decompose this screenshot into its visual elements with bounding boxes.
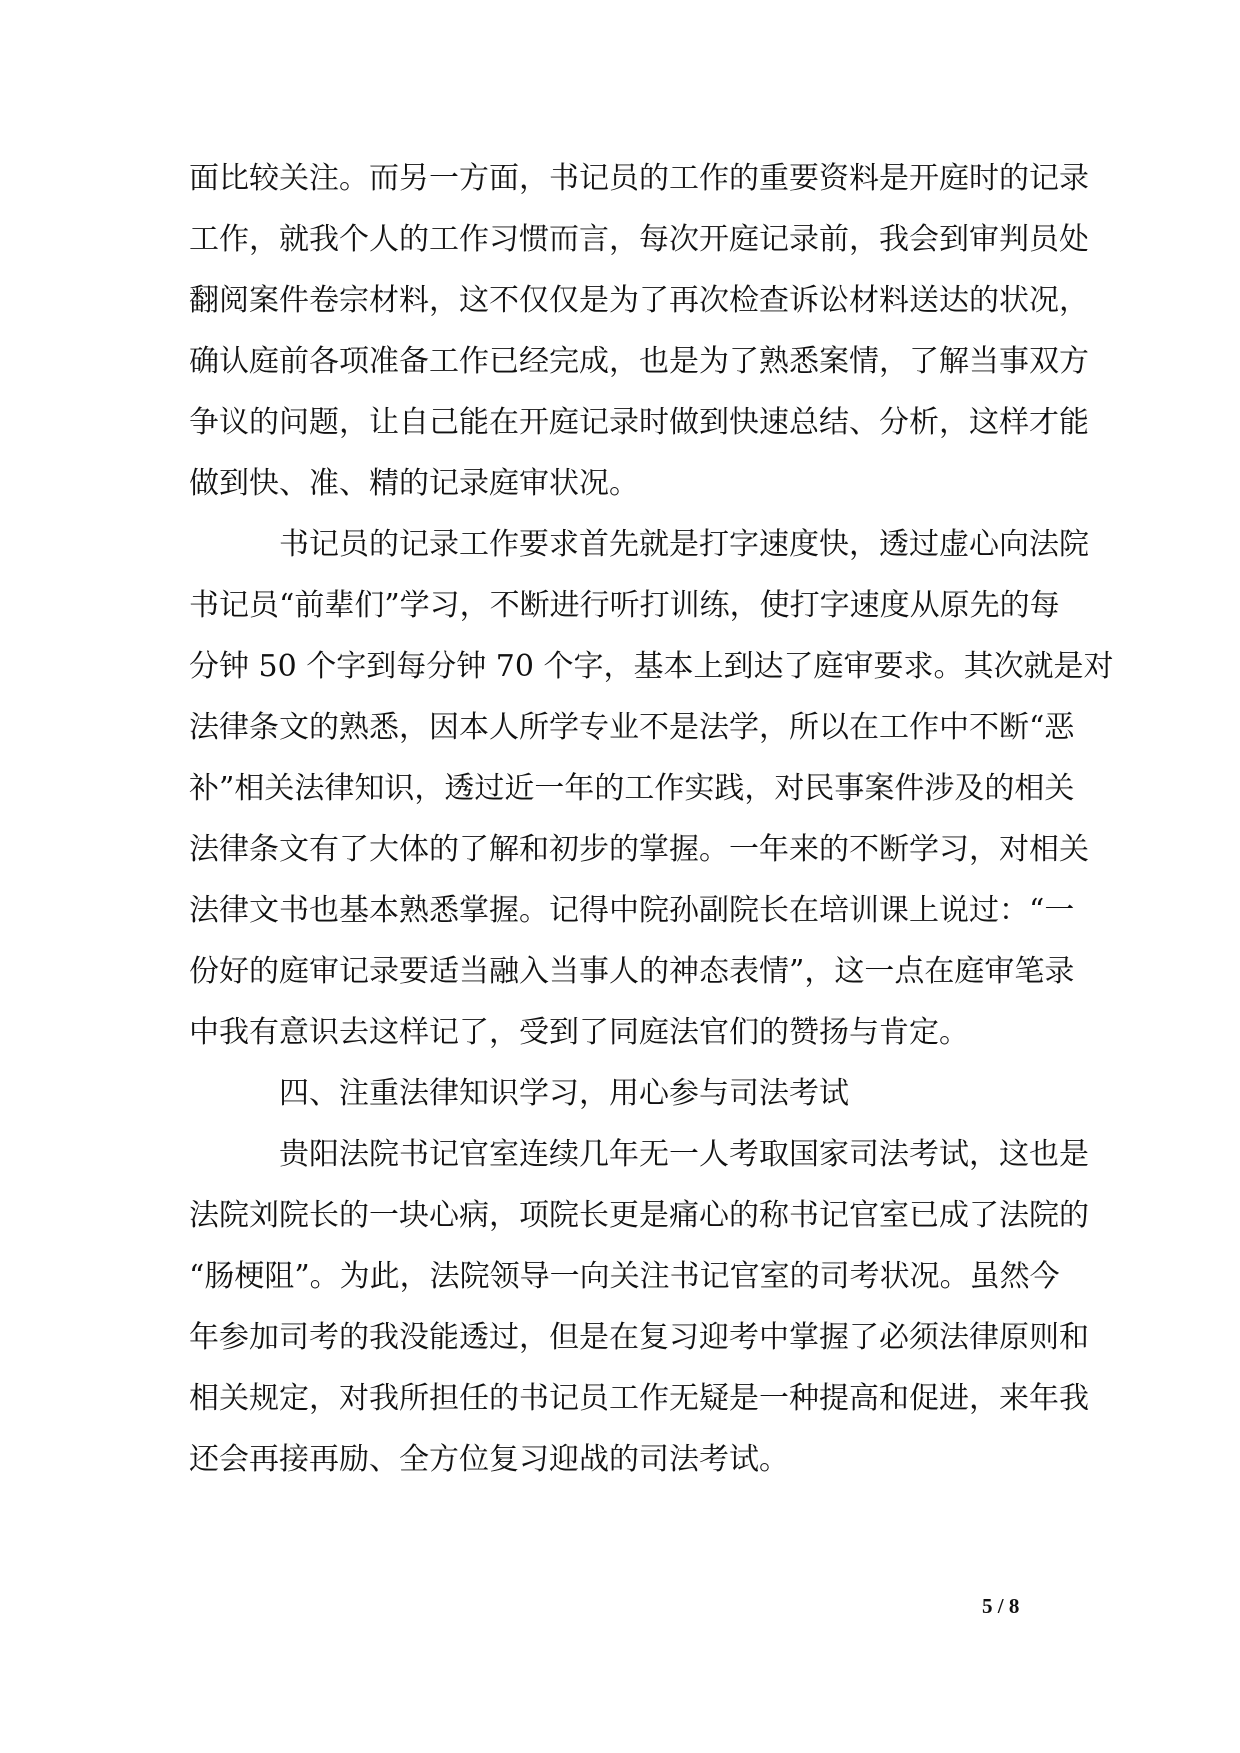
text-line: 法律条文的熟悉，因本人所学专业不是法学，所以在工作中不断“恶 (189, 710, 1075, 745)
text-line: 法律文书也基本熟悉掌握。记得中院孙副院长在培训课上说过：“一 (189, 893, 1075, 928)
text-line: “肠梗阻”。为此，法院领导一向关注书记官室的司考状况。虽然今 (189, 1259, 1060, 1294)
text-line: 做到快、准、精的记录庭审状况。 (189, 466, 639, 501)
text-line: 书记员“前辈们”学习，不断进行听打训练，使打字速度从原先的每 (189, 588, 1060, 623)
text-line: 法院刘院长的一块心病，项院长更是痛心的称书记官室已成了法院的 (189, 1198, 1089, 1233)
text-line: 中我有意识去这样记了，受到了同庭法官们的赞扬与肯定。 (189, 1015, 969, 1050)
text-line: 分钟 50 个字到每分钟 70 个字，基本上到达了庭审要求。其次就是对 (189, 649, 1114, 684)
text-line: 年参加司考的我没能透过，但是在复习迎考中掌握了必须法律原则和 (189, 1320, 1089, 1355)
text-line: 面比较关注。而另一方面，书记员的工作的重要资料是开庭时的记录 (189, 161, 1089, 196)
text-line: 份好的庭审记录要适当融入当事人的神态表情”，这一点在庭审笔录 (189, 954, 1075, 989)
text-line: 还会再接再励、全方位复习迎战的司法考试。 (189, 1442, 789, 1477)
text-line: 法律条文有了大体的了解和初步的掌握。一年来的不断学习，对相关 (189, 832, 1089, 867)
document-body (189, 148, 1114, 1490)
paragraph-first-line: 贵阳法院书记官室连续几年无一人考取国家司法考试，这也是 (279, 1137, 1089, 1172)
section-heading: 四、注重法律知识学习，用心参与司法考试 (279, 1076, 849, 1111)
text-line: 工作，就我个人的工作习惯而言，每次开庭记录前，我会到审判员处 (189, 222, 1089, 257)
page-number: 5 / 8 (982, 1594, 1020, 1618)
text-line: 确认庭前各项准备工作已经完成，也是为了熟悉案情，了解当事双方 (189, 344, 1089, 379)
paragraph-first-line: 书记员的记录工作要求首先就是打字速度快，透过虚心向法院 (279, 527, 1089, 562)
text-line: 争议的问题，让自己能在开庭记录时做到快速总结、分析，这样才能 (189, 405, 1089, 440)
text-line: 补”相关法律知识，透过近一年的工作实践，对民事案件涉及的相关 (189, 771, 1075, 806)
text-line: 翻阅案件卷宗材料，这不仅仅是为了再次检查诉讼材料送达的状况， (189, 283, 1089, 318)
text-line: 相关规定，对我所担任的书记员工作无疑是一种提高和促进，来年我 (189, 1381, 1089, 1416)
